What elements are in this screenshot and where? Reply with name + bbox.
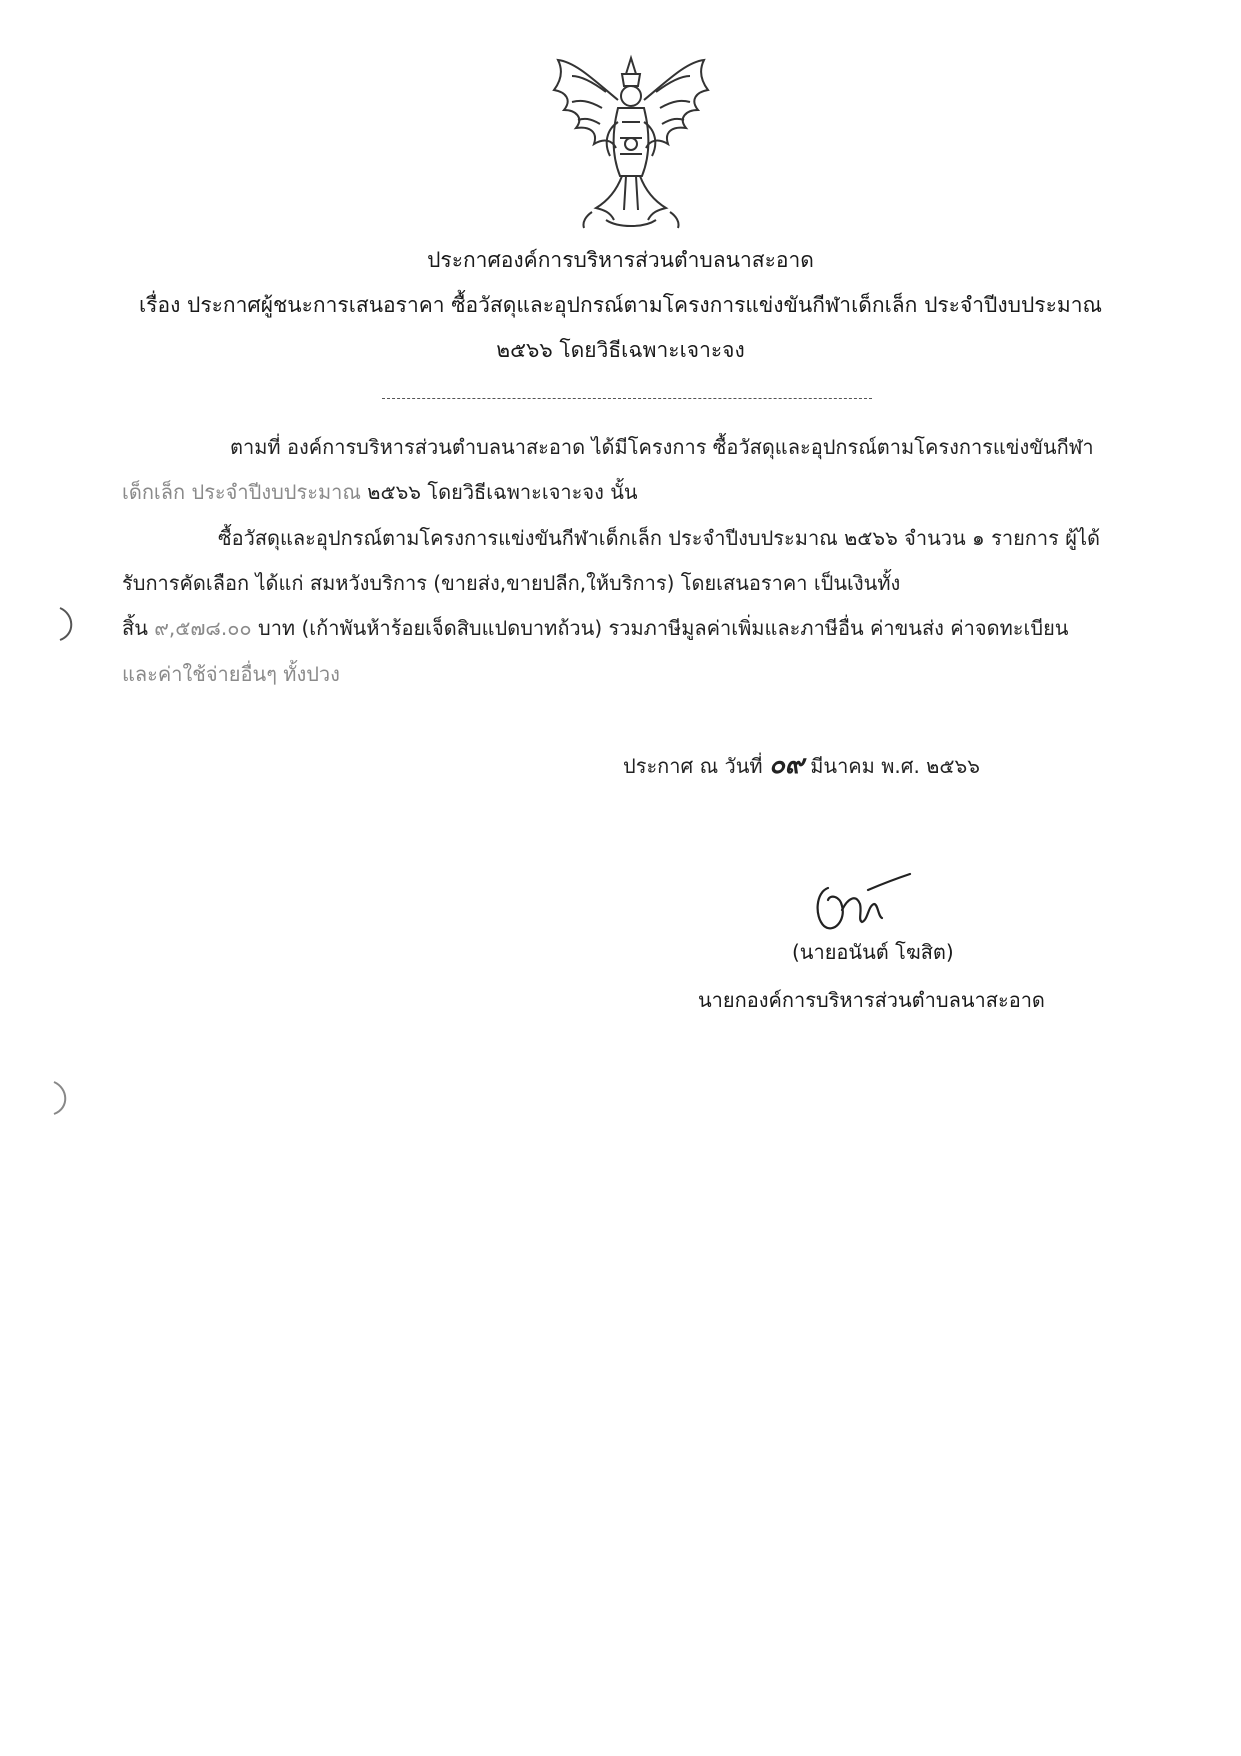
announcement-date [623, 752, 980, 778]
punch-hole-mark [48, 1078, 74, 1118]
signer-position: นายกองค์การบริหารส่วนตำบลนาสะอาด [698, 988, 1045, 1012]
date-suffix: มีนาคม พ.ศ. ๒๕๖๖ [803, 754, 980, 778]
garuda-emblem-icon [546, 52, 716, 232]
announcement-subject: เรื่อง ประกาศผู้ชนะการเสนอราคา ซื้อวัสดุและอุปกรณ์ตามโครงการแข่งขันกีฬาเด็กเล็ก ประจำปีงบประมาณ [139, 293, 1102, 317]
body-paragraph-2-line-2: รับการคัดเลือก ได้แก่ สมหวังบริการ (ขายส่ง,ขายปลีก,ให้บริการ) โดยเสนอราคา เป็นเงินทั้ง [122, 571, 901, 595]
body-text: ๒๕๖๖ โดยวิธีเฉพาะเจาะจง นั้น [360, 480, 638, 504]
handwritten-signature-icon [806, 870, 916, 940]
body-paragraph-1-line-2 [122, 482, 638, 502]
date-day: ๐๙ [768, 750, 804, 780]
date-prefix: ประกาศ ณ วันที่ [623, 754, 769, 778]
body-paragraph-2-line-1: ซื้อวัสดุและอุปกรณ์ตามโครงการแข่งขันกีฬาเด็กเล็ก ประจำปีงบประมาณ ๒๕๖๖ จำนวน ๑ รายการ ผู้ได้ [218, 526, 1100, 550]
body-paragraph-1-line-1: ตามที่ องค์การบริหารส่วนตำบลนาสะอาด ได้มีโครงการ ซื้อวัสดุและอุปกรณ์ตามโครงการแข่งขันกีฬา [230, 435, 1094, 459]
signer-name: (นายอนันต์ โฆสิต) [792, 940, 954, 964]
header-divider [382, 398, 872, 399]
body-paragraph-2-line-3 [122, 618, 1068, 638]
announcement-organization-title: ประกาศองค์การบริหารส่วนตำบลนาสะอาด [427, 248, 814, 272]
body-text: สิ้น [122, 616, 155, 640]
body-faded-text: เด็กเล็ก ประจำปีงบประมาณ [122, 480, 361, 504]
body-paragraph-2-line-4: และค่าใช้จ่ายอื่นๆ ทั้งปวง [122, 662, 340, 686]
body-text: บาท (เก้าพันห้าร้อยเจ็ดสิบแปดบาทถ้วน) รวมภาษีมูลค่าเพิ่มและภาษีอื่น ค่าขนส่ง ค่าจดทะเบียน [251, 616, 1069, 640]
announcement-method: ๒๕๖๖ โดยวิธีเฉพาะเจาะจง [496, 338, 745, 362]
price-amount: ๙,๕๗๘.๐๐ [154, 616, 252, 640]
punch-hole-mark [54, 604, 80, 644]
